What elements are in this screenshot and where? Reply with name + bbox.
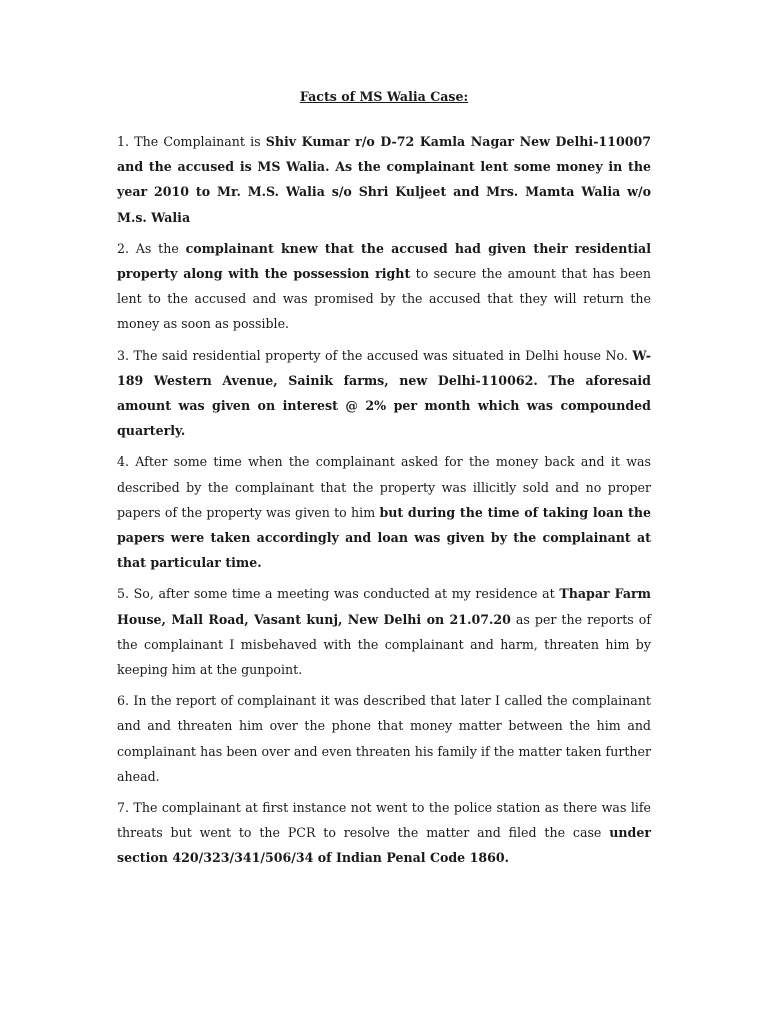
paragraph-5-text-3: as per the reports of the complainant I misbehaved with the complainant and harm, threaten him by keeping him at the gunpoint. bbox=[117, 611, 651, 678]
paragraph-1-text-2: Shiv Kumar r/o D-72 Kamla Nagar New Delhi-110007 and the accused is MS Walia. As the complainant lent some money in the year 2010 to Mr. M.S. Walia s/o Shri Kuljeet and Mrs. Mamta Walia w/o M.s. Walia bbox=[117, 134, 651, 225]
paragraph-3 bbox=[117, 343, 651, 444]
paragraph-2 bbox=[117, 236, 651, 337]
paragraph-2-text-2: complainant knew that the accused had given their residential property along with the possession right bbox=[117, 240, 651, 282]
paragraph-3-text-2: W-189 Western Avenue, Sainik farms, new Delhi-110062. The aforesaid amount was given on interest @ 2% per month which was compounded quarterly. bbox=[117, 347, 651, 439]
paragraph-3-text-1: 3. The said residential property of the accused was situated in Delhi house No. bbox=[117, 347, 633, 363]
paragraph-4-text-2: but during the time of taking loan the papers were taken accordingly and loan was given by the complainant at that particular time. bbox=[117, 504, 651, 571]
paragraph-1-text-1: 1. The Complainant is bbox=[117, 134, 266, 149]
paragraph-6 bbox=[117, 688, 651, 789]
paragraph-7-text-1: 7. The complainant at first instance not went to the police station as there was life threats but went to the PCR to resolve the matter and filed the case bbox=[117, 800, 651, 841]
paragraph-5-text-2: Thapar Farm House, Mall Road, Vasant kunj, New Delhi on 21.07.20 bbox=[117, 586, 652, 627]
document-body bbox=[117, 88, 651, 877]
document-title: Facts of MS Walia Case: bbox=[299, 89, 469, 104]
paragraph-1 bbox=[117, 129, 651, 230]
paragraph-5-text-1: 5. So, after some time a meeting was conducted at my residence at bbox=[117, 586, 560, 602]
paragraph-6-text-1: 6. In the report of complainant it was described that later I called the complainant and and threaten him over the phone that money matter between the him and complainant has been over and even threaten his family if the matter taken further ahead. bbox=[117, 693, 651, 784]
paragraph-4 bbox=[117, 449, 651, 575]
paragraph-7 bbox=[117, 795, 651, 871]
paragraph-2-text-3: to secure the amount that has been lent to the accused and was promised by the accused that they will return the money as soon as possible. bbox=[117, 266, 651, 332]
paragraph-5 bbox=[117, 581, 651, 682]
paragraph-7-text-2: under section 420/323/341/506/34 of Indian Penal Code 1860. bbox=[117, 825, 651, 866]
paragraph-2-text-1: 2. As the bbox=[117, 240, 186, 256]
paragraph-4-text-1: 4. After some time when the complainant asked for the money back and it was described by the complainant that the property was illicitly sold and no proper papers of the property was given to him bbox=[117, 454, 651, 520]
